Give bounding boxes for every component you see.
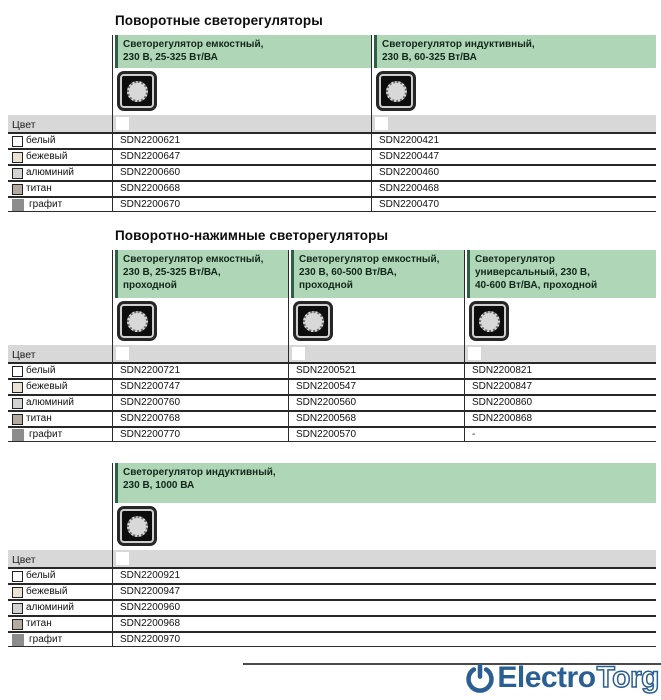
article-code: SDN2200821 — [472, 365, 533, 376]
article-code-cell — [288, 394, 464, 410]
color-name: титан — [26, 618, 52, 630]
color-name-cell — [8, 378, 112, 394]
brand-text-torg: Torg — [596, 661, 659, 694]
article-code-cell — [464, 410, 656, 426]
article-code: SDN2200647 — [120, 151, 181, 162]
header-line: Светорегулятор индуктивный, — [123, 467, 276, 478]
color-band-label-cell — [8, 345, 112, 362]
article-code: SDN2200668 — [120, 183, 181, 194]
color-swatch — [12, 152, 23, 163]
color-band-label-cell — [8, 550, 112, 567]
article-code-cell — [112, 567, 656, 583]
dimmer-knob — [303, 311, 324, 332]
article-code-cell — [288, 426, 464, 442]
header-line: 230 В, 60-500 Вт/ВА, — [299, 267, 397, 278]
color-swatch — [12, 634, 24, 646]
article-code: SDN2200660 — [120, 167, 181, 178]
article-code: SDN2200447 — [379, 151, 440, 162]
color-name: белый — [26, 365, 56, 377]
article-code: SDN2200547 — [296, 381, 357, 392]
color-swatch — [12, 587, 23, 598]
article-code: SDN2200747 — [120, 381, 181, 392]
header-line: проходной — [299, 280, 353, 291]
article-code: SDN2200947 — [120, 586, 181, 597]
header-spacer-cell — [8, 250, 112, 298]
article-code: SDN2200970 — [120, 634, 181, 645]
article-code-cell — [112, 164, 371, 180]
dimmer-knob — [127, 311, 148, 332]
column-header-cell — [464, 250, 656, 298]
color-swatch — [12, 168, 23, 179]
header-line: 230 В, 60-325 Вт/ВА — [382, 52, 477, 63]
header-line: Светорегулятор — [475, 254, 555, 265]
article-code: SDN2200860 — [472, 397, 533, 408]
product-column-header — [291, 250, 464, 298]
color-band-label: Цвет — [12, 349, 36, 361]
article-code: SDN2200468 — [379, 183, 440, 194]
white-placeholder-swatch — [116, 347, 129, 360]
color-name-cell — [8, 132, 112, 148]
dimmer-knob — [386, 81, 407, 102]
article-code: SDN2200670 — [120, 199, 181, 210]
product-column-header — [374, 35, 656, 68]
article-code-cell — [112, 410, 288, 426]
color-name: белый — [26, 570, 56, 582]
article-code-cell — [112, 599, 656, 615]
color-swatch — [12, 414, 23, 425]
article-code: - — [472, 429, 476, 440]
article-code: SDN2200470 — [379, 199, 440, 210]
product-table-inductive — [8, 463, 656, 647]
dimmer-knob — [127, 516, 148, 537]
white-placeholder-swatch — [375, 117, 388, 130]
color-swatch — [12, 429, 24, 441]
article-code: SDN2200421 — [379, 135, 440, 146]
article-code-cell — [112, 583, 656, 599]
article-code-cell — [112, 180, 371, 196]
color-name-cell — [8, 599, 112, 615]
header-line: Светорегулятор емкостный, — [123, 39, 264, 50]
image-row-spacer — [8, 68, 112, 115]
color-swatch — [12, 136, 23, 147]
product-photo-cell — [464, 298, 656, 345]
header-line: проходной — [123, 280, 177, 291]
color-name: алюминий — [26, 602, 74, 614]
color-band-cell — [371, 115, 656, 132]
color-name: титан — [26, 183, 52, 195]
article-code: SDN2200760 — [120, 397, 181, 408]
article-code: SDN2200721 — [120, 365, 181, 376]
article-code: SDN2200768 — [120, 413, 181, 424]
dimmer-product-photo — [117, 301, 157, 341]
white-placeholder-swatch — [116, 117, 129, 130]
product-column-header — [115, 250, 288, 298]
image-row-spacer — [8, 298, 112, 345]
article-code: SDN2200868 — [472, 413, 533, 424]
color-name-cell — [8, 180, 112, 196]
article-code: SDN2200921 — [120, 570, 181, 581]
color-swatch — [12, 382, 23, 393]
dimmer-frame — [120, 74, 154, 108]
color-name-cell — [8, 567, 112, 583]
product-photo-cell — [371, 68, 656, 115]
color-name: бежевый — [26, 381, 68, 393]
header-line: 230 В, 25-325 Вт/ВА — [123, 52, 218, 63]
image-row-spacer — [8, 503, 112, 550]
header-spacer-cell — [8, 463, 112, 503]
article-code-cell — [112, 132, 371, 148]
article-code-cell — [371, 180, 656, 196]
color-name: графит — [29, 428, 63, 440]
article-code: SDN2200960 — [120, 602, 181, 613]
article-code: SDN2200568 — [296, 413, 357, 424]
color-band-cell — [112, 550, 656, 567]
dimmer-product-photo — [117, 71, 157, 111]
product-photo-cell — [112, 503, 656, 550]
article-code-cell — [112, 631, 656, 647]
article-code: SDN2200560 — [296, 397, 357, 408]
article-code: SDN2200570 — [296, 429, 357, 440]
article-code: SDN2200968 — [120, 618, 181, 629]
color-name: графит — [29, 198, 63, 210]
header-line: 230 В, 1000 ВА — [123, 480, 195, 491]
color-name: титан — [26, 413, 52, 425]
article-code-cell — [112, 148, 371, 164]
color-swatch — [12, 398, 23, 409]
article-code-cell — [464, 362, 656, 378]
article-code-cell — [371, 164, 656, 180]
color-band-label: Цвет — [12, 119, 36, 131]
article-code-cell — [464, 426, 656, 442]
product-table-push-rotary — [8, 250, 656, 442]
color-name-cell — [8, 631, 112, 647]
color-band-cell — [464, 345, 656, 362]
color-name-cell — [8, 410, 112, 426]
article-code-cell — [371, 132, 656, 148]
product-photo-cell — [112, 298, 288, 345]
article-code-cell — [112, 615, 656, 631]
color-name-cell — [8, 394, 112, 410]
color-band-label: Цвет — [12, 554, 36, 566]
brand-text-electro: Electro — [497, 661, 596, 694]
product-photo-cell — [112, 68, 371, 115]
article-code-cell — [464, 378, 656, 394]
dimmer-frame — [120, 304, 154, 338]
header-spacer-cell — [8, 35, 112, 68]
color-name-cell — [8, 196, 112, 212]
dimmer-product-photo — [376, 71, 416, 111]
dimmer-frame — [379, 74, 413, 108]
article-code-cell — [371, 196, 656, 212]
product-column-header — [115, 35, 371, 68]
dimmer-frame — [472, 304, 506, 338]
color-name-cell — [8, 426, 112, 442]
header-line: Светорегулятор индуктивный, — [382, 39, 535, 50]
article-code-cell — [464, 394, 656, 410]
white-placeholder-swatch — [116, 552, 129, 565]
color-name-cell — [8, 148, 112, 164]
article-code-cell — [371, 148, 656, 164]
article-code-cell — [112, 362, 288, 378]
color-name: алюминий — [26, 397, 74, 409]
header-line: 230 В, 25-325 Вт/ВА, — [123, 267, 221, 278]
dimmer-knob — [479, 311, 500, 332]
article-code-cell — [288, 410, 464, 426]
article-code-cell — [112, 196, 371, 212]
color-swatch — [12, 571, 23, 582]
color-name-cell — [8, 362, 112, 378]
dimmer-product-photo — [117, 506, 157, 546]
color-name: графит — [29, 633, 63, 645]
color-band-cell — [112, 345, 288, 362]
article-code: SDN2200460 — [379, 167, 440, 178]
dimmer-frame — [120, 509, 154, 543]
section-title-rotary: Поворотные светорегуляторы — [115, 13, 323, 28]
article-code-cell — [112, 378, 288, 394]
color-name-cell — [8, 583, 112, 599]
power-icon — [464, 660, 496, 696]
color-swatch — [12, 603, 23, 614]
header-line: 40-600 Вт/ВА, проходной — [475, 280, 598, 291]
article-code: SDN2200621 — [120, 135, 181, 146]
column-header-cell — [371, 35, 656, 68]
column-header-cell — [112, 35, 371, 68]
dimmer-product-photo — [469, 301, 509, 341]
dimmer-knob — [127, 81, 148, 102]
color-name-cell — [8, 164, 112, 180]
color-swatch — [12, 199, 24, 211]
product-column-header — [115, 463, 656, 503]
article-code: SDN2200847 — [472, 381, 533, 392]
color-band-cell — [288, 345, 464, 362]
header-line: Светорегулятор емкостный, — [299, 254, 440, 265]
section-title-push-rotary: Поворотно-нажимные светорегуляторы — [115, 228, 389, 243]
white-placeholder-swatch — [292, 347, 305, 360]
color-name: бежевый — [26, 151, 68, 163]
header-line: универсальный, 230 В, — [475, 267, 590, 278]
color-swatch — [12, 619, 23, 630]
color-band-label-cell — [8, 115, 112, 132]
color-name: бежевый — [26, 586, 68, 598]
white-placeholder-swatch — [468, 347, 481, 360]
electrotorg-logo — [464, 658, 659, 698]
product-table-rotary — [8, 35, 656, 212]
article-code: SDN2200770 — [120, 429, 181, 440]
product-column-header — [467, 250, 656, 298]
column-header-cell — [112, 250, 288, 298]
column-header-cell — [112, 463, 656, 503]
color-name-cell — [8, 615, 112, 631]
color-swatch — [12, 366, 23, 377]
color-name: алюминий — [26, 167, 74, 179]
dimmer-product-photo — [293, 301, 333, 341]
header-line: Светорегулятор емкостный, — [123, 254, 264, 265]
article-code-cell — [288, 362, 464, 378]
color-band-cell — [112, 115, 371, 132]
color-name: белый — [26, 135, 56, 147]
article-code-cell — [112, 394, 288, 410]
article-code-cell — [288, 378, 464, 394]
color-swatch — [12, 184, 23, 195]
dimmer-frame — [296, 304, 330, 338]
article-code-cell — [112, 426, 288, 442]
product-photo-cell — [288, 298, 464, 345]
article-code: SDN2200521 — [296, 365, 357, 376]
column-header-cell — [288, 250, 464, 298]
